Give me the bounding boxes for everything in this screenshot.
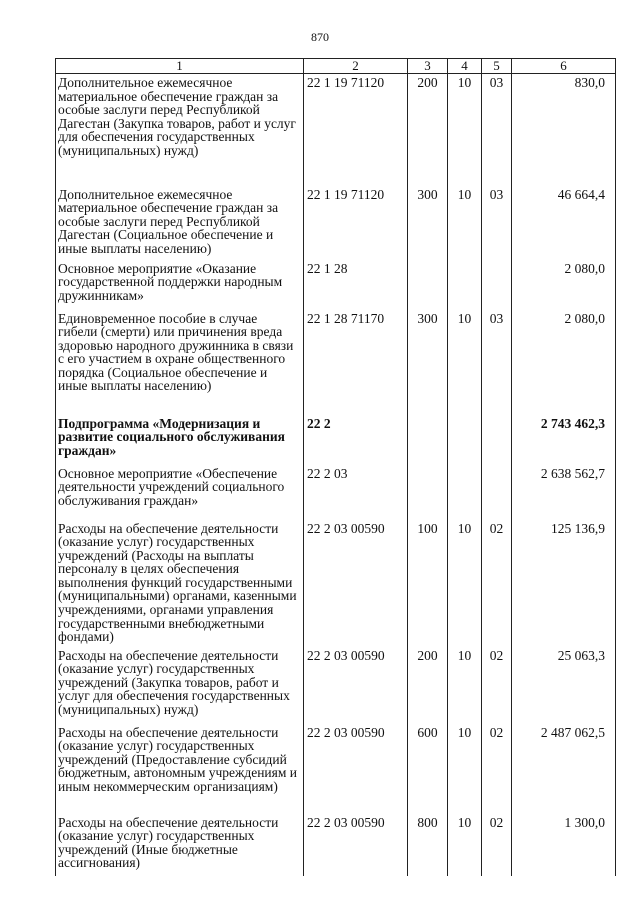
row-code: 22 2 03 00590 (304, 520, 408, 647)
row-expense-type: 800 (408, 814, 448, 876)
row-section (448, 465, 482, 520)
page-number: 870 (311, 30, 329, 44)
row-section: 10 (448, 647, 482, 724)
row-section (448, 415, 482, 465)
row-description: Единовременное пособие в случае гибели (смерти) или причинения вреда здоровью народного дружинника в связи с его участием в охране общественного порядка (Социальное обеспечение и иные выплаты населению) (56, 310, 304, 415)
row-code: 22 1 19 71120 (304, 74, 408, 186)
row-code: 22 2 03 00590 (304, 814, 408, 876)
row-subsection: 02 (482, 647, 512, 724)
row-expense-type (408, 415, 448, 465)
row-expense-type: 300 (408, 186, 448, 260)
row-subsection: 03 (482, 186, 512, 260)
row-code: 22 2 (304, 415, 408, 465)
row-description: Расходы на обеспечение деятельности (оказание услуг) государственных учреждений (Предоставление субсидий бюджетным, автономным учреждениям и иным некоммерческим организациям) (56, 724, 304, 814)
row-expense-type: 200 (408, 74, 448, 186)
row-description: Расходы на обеспечение деятельности (оказание услуг) государственных учреждений (Закупка товаров, работ и услуг для обеспечения государственных (муниципальных) нужд) (56, 647, 304, 724)
row-code: 22 1 28 71170 (304, 310, 408, 415)
row-description: Основное мероприятие «Оказание государственной поддержки народным дружинникам» (56, 260, 304, 310)
table-row (56, 814, 616, 876)
row-amount: 25 063,3 (512, 647, 616, 724)
table-header (56, 59, 616, 74)
row-amount: 2 743 462,3 (512, 415, 616, 465)
row-section: 10 (448, 310, 482, 415)
column-header-6: 6 (512, 59, 616, 74)
row-code: 22 2 03 00590 (304, 647, 408, 724)
row-section: 10 (448, 74, 482, 186)
row-amount: 2 487 062,5 (512, 724, 616, 814)
row-subsection: 03 (482, 310, 512, 415)
row-section: 10 (448, 724, 482, 814)
row-description: Основное мероприятие «Обеспечение деятельности учреждений социального обслуживания граждан» (56, 465, 304, 520)
row-expense-type: 200 (408, 647, 448, 724)
budget-table (55, 58, 616, 876)
row-expense-type: 300 (408, 310, 448, 415)
row-amount: 1 300,0 (512, 814, 616, 876)
row-subsection (482, 260, 512, 310)
row-description: Подпрограмма «Модернизация и развитие социального обслуживания граждан» (56, 415, 304, 465)
table-row-subprogram (56, 415, 616, 465)
row-description: Дополнительное ежемесячное материальное обеспечение граждан за особые заслуги перед Республикой Дагестан (Социальное обеспечение и иные выплаты населению) (56, 186, 304, 260)
row-code: 22 1 19 71120 (304, 186, 408, 260)
row-code: 22 2 03 (304, 465, 408, 520)
row-amount: 46 664,4 (512, 186, 616, 260)
row-expense-type: 600 (408, 724, 448, 814)
table-row (56, 74, 616, 186)
row-amount: 830,0 (512, 74, 616, 186)
table-row (56, 520, 616, 647)
column-header-4: 4 (448, 59, 482, 74)
row-subsection: 02 (482, 724, 512, 814)
column-header-3: 3 (408, 59, 448, 74)
row-expense-type (408, 260, 448, 310)
row-amount: 2 638 562,7 (512, 465, 616, 520)
table-row (56, 186, 616, 260)
row-subsection: 02 (482, 520, 512, 647)
row-amount: 2 080,0 (512, 310, 616, 415)
table-row (56, 724, 616, 814)
row-section (448, 260, 482, 310)
row-code: 22 1 28 (304, 260, 408, 310)
row-description: Расходы на обеспечение деятельности (оказание услуг) государственных учреждений (Иные бюджетные ассигнования) (56, 814, 304, 876)
row-subsection: 03 (482, 74, 512, 186)
row-expense-type: 100 (408, 520, 448, 647)
table-row (56, 465, 616, 520)
row-subsection (482, 415, 512, 465)
column-header-2: 2 (304, 59, 408, 74)
table-body (56, 74, 616, 876)
row-subsection (482, 465, 512, 520)
table-row (56, 310, 616, 415)
row-section: 10 (448, 520, 482, 647)
row-description: Дополнительное ежемесячное материальное обеспечение граждан за особые заслуги перед Республикой Дагестан (Закупка товаров, работ и услуг для обеспечения государственных (муниципальных) нужд) (56, 74, 304, 186)
row-amount: 2 080,0 (512, 260, 616, 310)
row-code: 22 2 03 00590 (304, 724, 408, 814)
row-amount: 125 136,9 (512, 520, 616, 647)
table-row (56, 260, 616, 310)
row-description: Расходы на обеспечение деятельности (оказание услуг) государственных учреждений (Расходы на выплаты персоналу в целях обеспечения выполнения функций государственными (муниципальными) органами, казенными учреждениями, органами управления государственными внебюджетными фондами) (56, 520, 304, 647)
column-header-1: 1 (56, 59, 304, 74)
row-subsection: 02 (482, 814, 512, 876)
row-section: 10 (448, 186, 482, 260)
row-section: 10 (448, 814, 482, 876)
row-expense-type (408, 465, 448, 520)
column-header-5: 5 (482, 59, 512, 74)
table-row (56, 647, 616, 724)
